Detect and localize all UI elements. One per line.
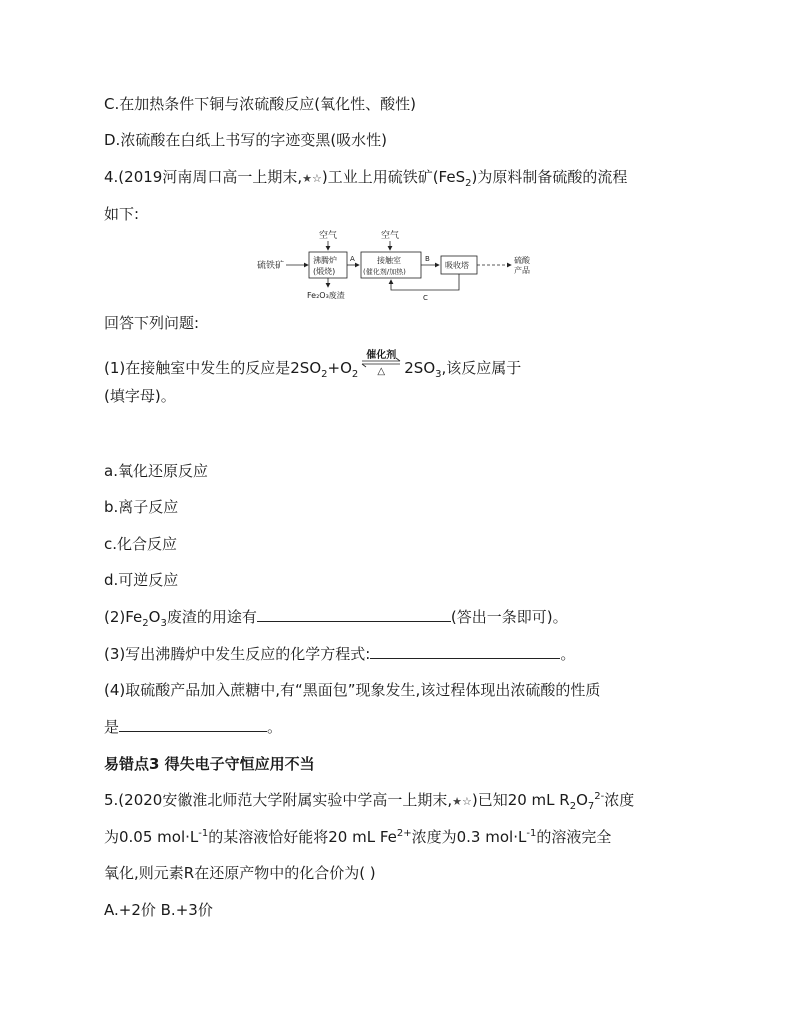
flow-arrow-c bbox=[391, 274, 459, 290]
flow-chamber-sub: (催化剂/加热) bbox=[363, 268, 406, 276]
heat-symbol: △ bbox=[377, 366, 386, 377]
answer-blank-2[interactable] bbox=[257, 607, 451, 622]
option-c: c.化合反应 bbox=[104, 535, 178, 553]
q5-stem: 5.(2020安徽淮北师范大学附属实验中学高一上期末,★☆)已知20 mL $R_2O_7^{2-}$浓度 bbox=[104, 791, 635, 812]
flow-air-1: 空气 bbox=[319, 231, 338, 241]
option-b: b.离子反应 bbox=[104, 498, 179, 516]
q4-stem: 4.(2019河南周口高一上期末,★☆)工业上用硫铁矿(FeS$_2$)为原料制备硫酸的流程 bbox=[104, 168, 628, 189]
q5-stem-line3: 氧化,则元素R在还原产物中的化合价为( ) bbox=[104, 864, 376, 882]
answer-blank-3[interactable] bbox=[370, 644, 560, 659]
answer-prompt: 回答下列问题: bbox=[104, 314, 200, 332]
flow-product-label: 硫酸 bbox=[514, 256, 530, 265]
flow-air-2: 空气 bbox=[381, 231, 400, 241]
error-point-heading: 易错点3 得失电子守恒应用不当 bbox=[104, 755, 315, 773]
flow-tower-label: 吸收塔 bbox=[445, 261, 469, 270]
reversible-arrow bbox=[360, 350, 402, 377]
option-c-prev: C.在加热条件下铜与浓硫酸反应(氧化性、酸性) bbox=[104, 95, 416, 113]
flow-chamber-label: 接触室 bbox=[377, 256, 401, 265]
catalyst-label: 催化剂 bbox=[366, 350, 397, 361]
q4-stem-cont: 如下: bbox=[104, 205, 140, 223]
flow-label-b: B bbox=[425, 255, 430, 263]
flow-product-sub: 产品 bbox=[514, 266, 530, 275]
flow-label-c: C bbox=[423, 294, 428, 302]
flow-label-a: A bbox=[350, 255, 355, 263]
option-a: a.氧化还原反应 bbox=[104, 462, 208, 480]
difficulty-star-icon: ★☆ bbox=[302, 172, 322, 185]
option-d-prev: D.浓硫酸在白纸上书写的字迹变黑(吸水性) bbox=[104, 131, 388, 149]
sub-question-4-answer: 是 。 bbox=[104, 718, 283, 736]
flow-furnace-label: 沸腾炉 bbox=[313, 256, 337, 265]
flow-furnace-sub: (煅烧) bbox=[313, 267, 336, 276]
sub-question-1: (1)在接触室中发生的反应是$2SO_2+O_2$ 催化剂 △ $2SO_3$,该反应属于 bbox=[104, 356, 521, 378]
option-d: d.可逆反应 bbox=[104, 571, 179, 589]
flow-waste-label: Fe₂O₃废渣 bbox=[307, 291, 345, 300]
sulfuric-acid-flow-diagram bbox=[255, 226, 545, 306]
sub-question-4: (4)取硫酸产品加入蔗糖中,有“黑面包”现象发生,该过程体现出浓硫酸的性质 bbox=[104, 681, 601, 699]
sub-question-3: (3)写出沸腾炉中发生反应的化学方程式: 。 bbox=[104, 645, 576, 663]
sub-question-1-fill: (填字母)。 bbox=[104, 387, 176, 405]
flow-input-label: 硫铁矿 bbox=[257, 261, 285, 271]
q5-stem-line2: 为0.05 $mol\cdot L^{-1}$的某溶液恰好能将20 mL $Fe^{2+}$浓度为0.3 $mol\cdot L^{-1}$的溶液完全 bbox=[104, 828, 612, 846]
sub-question-2: $(2)Fe_2O_3$废渣的用途有 (答出一条即可)。 bbox=[104, 608, 568, 629]
answer-blank-4[interactable] bbox=[119, 717, 267, 732]
q5-options: A.+2价 B.+3价 bbox=[104, 901, 213, 919]
difficulty-star-icon-2: ★☆ bbox=[452, 795, 472, 808]
